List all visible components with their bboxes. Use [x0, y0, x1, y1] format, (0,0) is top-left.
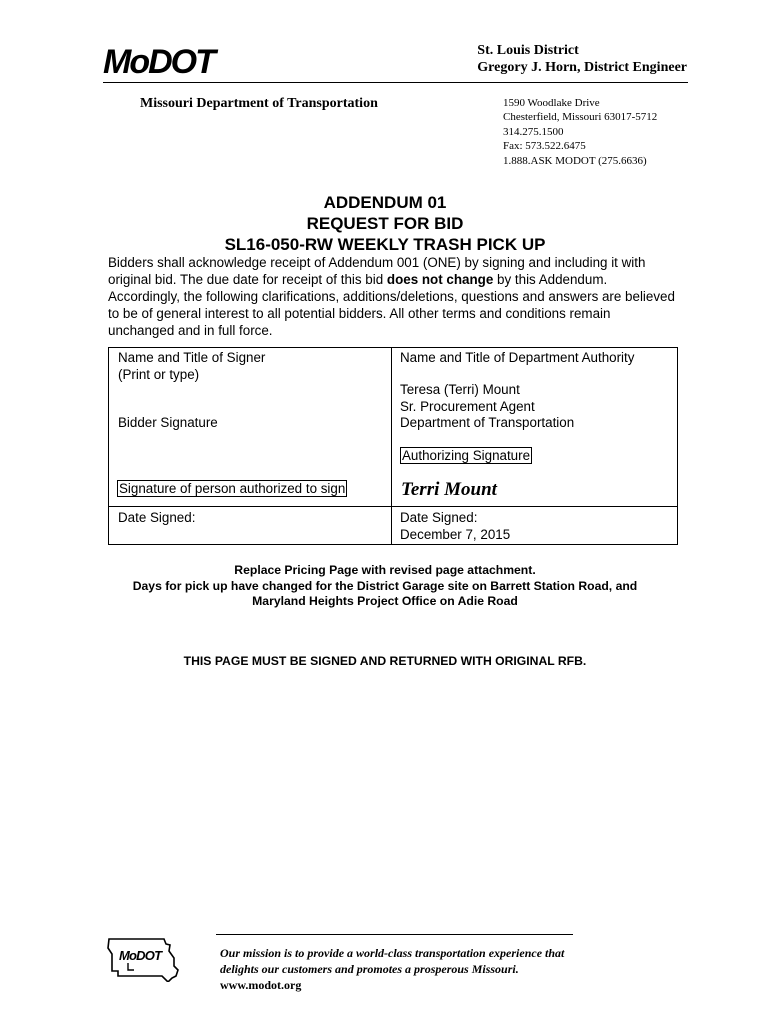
authorizing-signature-label: Authorizing Signature	[402, 448, 531, 463]
title-request: REQUEST FOR BID	[306, 214, 464, 233]
authority-details	[400, 382, 574, 432]
footer-divider	[216, 934, 573, 935]
must-sign-notice: THIS PAGE MUST BE SIGNED AND RETURNED WITH ORIGINAL RFB.	[183, 654, 587, 668]
note-pricing: Replace Pricing Page with revised page attachment.	[234, 563, 536, 577]
note-pickup-days: Days for pick up have changed for the District Garage site on Barrett Station Road, and	[132, 578, 638, 593]
address-line-1: 1590 Woodlake Drive	[503, 97, 600, 109]
signer-name-label-line1: Name and Title of Signer	[118, 350, 266, 365]
signature-text: Terri Mount	[401, 479, 497, 500]
table-column-divider	[391, 348, 392, 544]
authority-name-label: Name and Title of Department Authority	[400, 350, 635, 365]
signer-name-label	[118, 350, 265, 383]
district-info	[477, 42, 687, 76]
missouri-state-logo-icon	[106, 936, 182, 982]
intro-text-2: by this Addendum. Accordingly, the following clarifications, additions/deletions, questions and answers are believed to be of general interest to all potential bidders. All other terms and conditions remain unchanged and in full force.	[108, 272, 675, 338]
intro-text-1: Bidders shall acknowledge receipt of Addendum 001 (ONE) by signing and including it with original bid. The due date for receipt of this bid	[108, 255, 646, 287]
document-title	[0, 192, 770, 255]
district-engineer: Gregory J. Horn, District Engineer	[477, 60, 687, 75]
district-name: St. Louis District	[477, 43, 579, 58]
website-link[interactable]: www.modot.org	[220, 978, 302, 992]
authority-date-value: December 7, 2015	[400, 526, 511, 542]
authority-title: Sr. Procurement Agent	[400, 398, 535, 414]
bidder-date-signed-label: Date Signed:	[118, 510, 196, 525]
authorized-signature-label: Signature of person authorized to sign	[119, 481, 346, 496]
authority-name: Teresa (Terri) Mount	[400, 382, 520, 397]
footer-logo-text: MoDOT	[119, 948, 162, 963]
authority-date-block	[400, 510, 510, 543]
header-divider	[103, 82, 688, 83]
intro-bold-text: does not change	[386, 272, 494, 287]
handwritten-signature	[401, 479, 497, 500]
department-name: Missouri Department of Transportation	[140, 96, 378, 111]
table-row-divider	[109, 506, 677, 507]
mission-statement	[220, 945, 564, 977]
mission-line-2: delights our customers and promotes a prosperous Missouri.	[220, 962, 519, 976]
authorizing-signature-field	[400, 448, 532, 465]
address-line-2: Chesterfield, Missouri 63017-5712	[503, 111, 658, 124]
intro-paragraph	[108, 254, 680, 339]
authorized-signature-field[interactable]	[117, 481, 347, 498]
mission-line-1: Our mission is to provide a world-class transportation experience that	[220, 946, 565, 960]
signature-table	[108, 347, 678, 545]
modot-logo: MoDOT	[103, 43, 214, 81]
title-bid-number: SL16-050-RW WEEKLY TRASH PICK UP	[224, 235, 546, 254]
contact-address	[503, 96, 657, 168]
authority-date-signed-label: Date Signed:	[400, 510, 478, 525]
signer-name-label-line2: (Print or type)	[118, 366, 200, 382]
bidder-signature-label: Bidder Signature	[118, 415, 218, 430]
phone-number: 314.275.1500	[503, 125, 564, 138]
fax-number: Fax: 573.522.6475	[503, 140, 586, 153]
addendum-notes	[0, 563, 770, 610]
toll-free-number: 1.888.ASK MODOT (275.6636)	[503, 154, 647, 167]
authority-department: Department of Transportation	[400, 415, 575, 430]
title-addendum: ADDENDUM 01	[323, 193, 447, 212]
note-maryland-heights: Maryland Heights Project Office on Adie Road	[252, 594, 518, 608]
